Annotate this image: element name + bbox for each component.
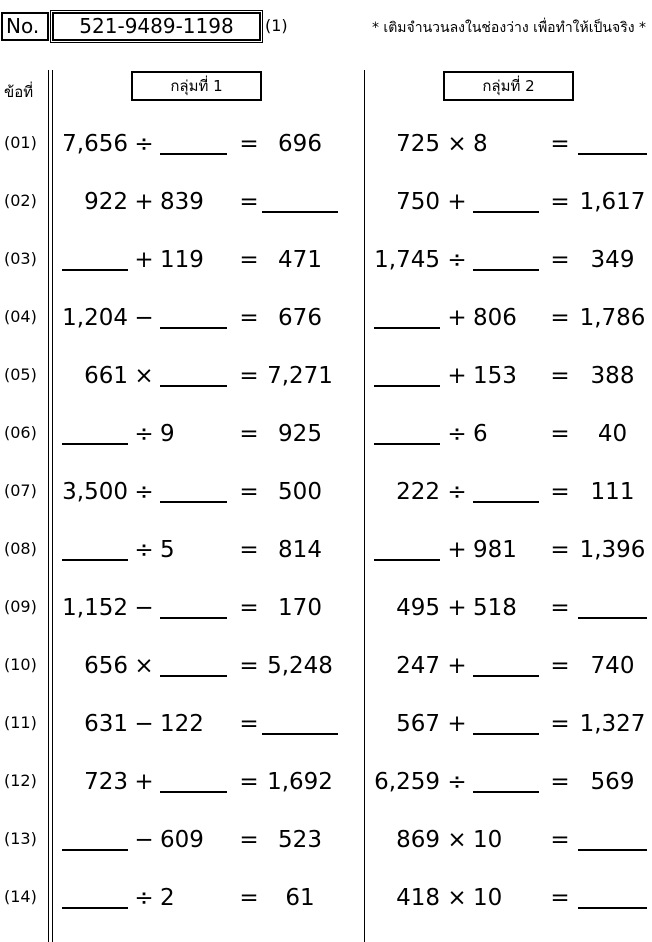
result: 471: [278, 247, 322, 273]
operator: ÷: [134, 479, 154, 505]
equals-sign: =: [239, 769, 259, 795]
equals-sign: =: [550, 131, 570, 157]
operand-1: 661: [84, 363, 128, 389]
equals-sign: =: [239, 711, 259, 737]
operand-1: 495: [396, 595, 440, 621]
answer-blank[interactable]: [160, 327, 227, 329]
equals-sign: =: [239, 885, 259, 911]
operand-2: 10: [473, 885, 503, 911]
operator: −: [134, 711, 154, 737]
answer-blank[interactable]: [473, 675, 539, 677]
answer-blank[interactable]: [160, 617, 227, 619]
result: 1,327: [579, 711, 646, 737]
result: 1,786: [579, 305, 646, 331]
result: 7,271: [267, 363, 333, 389]
problem-row: [0, 647, 652, 687]
operator: +: [134, 769, 154, 795]
equals-sign: =: [550, 247, 570, 273]
equals-sign: =: [239, 189, 259, 215]
equals-sign: =: [550, 711, 570, 737]
problem-row: [0, 589, 652, 629]
answer-blank[interactable]: [578, 617, 647, 619]
item-number: (01): [4, 133, 37, 152]
operator: −: [134, 305, 154, 331]
group-2-title: กลุ่มที่ 2: [443, 71, 574, 101]
equals-sign: =: [239, 595, 259, 621]
operand-2: 5: [160, 537, 175, 563]
equals-sign: =: [550, 189, 570, 215]
result: 500: [278, 479, 322, 505]
operand-2: 609: [160, 827, 204, 853]
operator: +: [447, 305, 467, 331]
operator: ×: [134, 363, 154, 389]
answer-blank[interactable]: [374, 559, 440, 561]
operand-1: 247: [396, 653, 440, 679]
operator: ÷: [134, 537, 154, 563]
operand-1: 1,152: [62, 595, 128, 621]
operand-1: 750: [396, 189, 440, 215]
answer-blank[interactable]: [160, 153, 227, 155]
operand-1: 869: [396, 827, 440, 853]
operator: ÷: [447, 421, 467, 447]
worksheet-id: 521-9489-1198: [52, 12, 261, 41]
result: 1,617: [579, 189, 646, 215]
result: 814: [278, 537, 322, 563]
operand-2: 119: [160, 247, 204, 273]
equals-sign: =: [239, 653, 259, 679]
item-number: (09): [4, 597, 37, 616]
operand-2: 806: [473, 305, 517, 331]
operator: ×: [447, 131, 467, 157]
equals-sign: =: [550, 421, 570, 447]
answer-blank[interactable]: [374, 327, 440, 329]
answer-blank[interactable]: [160, 501, 227, 503]
operator: ÷: [447, 247, 467, 273]
item-number: (03): [4, 249, 37, 268]
column-label-item-number: ข้อที่: [4, 83, 34, 101]
problem-row: [0, 763, 652, 803]
equals-sign: =: [239, 247, 259, 273]
operand-2: 2: [160, 885, 175, 911]
operand-2: 839: [160, 189, 204, 215]
equals-sign: =: [239, 305, 259, 331]
answer-blank[interactable]: [62, 443, 128, 445]
operand-2: 122: [160, 711, 204, 737]
answer-blank[interactable]: [473, 501, 539, 503]
answer-blank[interactable]: [374, 443, 440, 445]
operand-2: 9: [160, 421, 175, 447]
problem-row: [0, 125, 652, 165]
result: 5,248: [267, 653, 333, 679]
equals-sign: =: [239, 479, 259, 505]
item-number: (11): [4, 713, 37, 732]
answer-blank[interactable]: [160, 675, 227, 677]
operand-2: 6: [473, 421, 488, 447]
operand-1: 725: [396, 131, 440, 157]
result: 1,396: [579, 537, 646, 563]
operator: ÷: [134, 131, 154, 157]
operator: −: [134, 827, 154, 853]
problem-row: [0, 183, 652, 223]
operand-2: 981: [473, 537, 517, 563]
result: 523: [278, 827, 322, 853]
operator: −: [134, 595, 154, 621]
item-number: (07): [4, 481, 37, 500]
answer-blank[interactable]: [473, 211, 539, 213]
item-number: (08): [4, 539, 37, 558]
operand-1: 631: [84, 711, 128, 737]
result: 696: [278, 131, 322, 157]
answer-blank[interactable]: [62, 559, 128, 561]
result: 388: [590, 363, 635, 389]
operand-1: 1,745: [374, 247, 440, 273]
equals-sign: =: [550, 595, 570, 621]
operand-2: 8: [473, 131, 488, 157]
result: 40: [597, 421, 628, 447]
answer-blank[interactable]: [473, 733, 539, 735]
operator: +: [447, 363, 467, 389]
equals-sign: =: [239, 421, 259, 447]
item-number: (06): [4, 423, 37, 442]
operand-1: 418: [396, 885, 440, 911]
operator: +: [447, 537, 467, 563]
problem-row: [0, 821, 652, 861]
operator: ×: [447, 827, 467, 853]
answer-blank[interactable]: [578, 153, 647, 155]
equals-sign: =: [550, 827, 570, 853]
no-label: No.: [1, 12, 49, 41]
result: 349: [590, 247, 635, 273]
answer-blank[interactable]: [374, 385, 440, 387]
answer-blank[interactable]: [262, 211, 338, 213]
equals-sign: =: [239, 363, 259, 389]
answer-blank[interactable]: [473, 791, 539, 793]
operand-1: 656: [84, 653, 128, 679]
item-number: (05): [4, 365, 37, 384]
operand-1: 1,204: [62, 305, 128, 331]
operator: +: [134, 247, 154, 273]
answer-blank[interactable]: [578, 907, 647, 909]
equals-sign: =: [550, 305, 570, 331]
problem-row: [0, 241, 652, 281]
answer-blank[interactable]: [62, 269, 128, 271]
result: 569: [590, 769, 635, 795]
problem-row: [0, 473, 652, 513]
item-number: (04): [4, 307, 37, 326]
result: 61: [285, 885, 315, 911]
operator: +: [447, 711, 467, 737]
operator: ÷: [447, 479, 467, 505]
equals-sign: =: [239, 131, 259, 157]
problem-row: [0, 357, 652, 397]
page-number: (1): [265, 16, 288, 35]
problem-row: [0, 705, 652, 745]
answer-blank[interactable]: [473, 269, 539, 271]
result: 1,692: [267, 769, 333, 795]
answer-blank[interactable]: [160, 385, 227, 387]
result: 170: [278, 595, 322, 621]
equals-sign: =: [550, 479, 570, 505]
answer-blank[interactable]: [62, 907, 128, 909]
operator: +: [134, 189, 154, 215]
problem-row: [0, 299, 652, 339]
equals-sign: =: [239, 827, 259, 853]
answer-blank[interactable]: [160, 791, 227, 793]
item-number: (10): [4, 655, 37, 674]
equals-sign: =: [550, 653, 570, 679]
item-number: (13): [4, 829, 37, 848]
equals-sign: =: [550, 363, 570, 389]
operator: +: [447, 595, 467, 621]
problem-row: [0, 879, 652, 919]
operand-2: 153: [473, 363, 517, 389]
instruction-text: * เติมจำนวนลงในช่องว่าง เพื่อทำให้เป็นจริง *: [371, 20, 646, 36]
answer-blank[interactable]: [578, 849, 647, 851]
result: 740: [590, 653, 635, 679]
equals-sign: =: [550, 885, 570, 911]
item-number: (14): [4, 887, 37, 906]
operand-1: 723: [84, 769, 128, 795]
operand-1: 3,500: [62, 479, 128, 505]
operator: ÷: [134, 421, 154, 447]
problem-row: [0, 531, 652, 571]
operator: ÷: [447, 769, 467, 795]
answer-blank[interactable]: [262, 733, 338, 735]
equals-sign: =: [550, 537, 570, 563]
result: 925: [278, 421, 322, 447]
operand-1: 567: [396, 711, 440, 737]
operator: ÷: [134, 885, 154, 911]
operand-1: 922: [84, 189, 128, 215]
operand-2: 518: [473, 595, 517, 621]
operand-1: 222: [396, 479, 440, 505]
item-number: (02): [4, 191, 37, 210]
operator: +: [447, 653, 467, 679]
result: 676: [278, 305, 322, 331]
problem-row: [0, 415, 652, 455]
equals-sign: =: [239, 537, 259, 563]
group-1-title: กลุ่มที่ 1: [131, 71, 262, 101]
operator: ×: [134, 653, 154, 679]
result: 111: [590, 479, 635, 505]
operator: ×: [447, 885, 467, 911]
answer-blank[interactable]: [62, 849, 128, 851]
operand-1: 7,656: [62, 131, 128, 157]
operand-1: 6,259: [374, 769, 440, 795]
item-number: (12): [4, 771, 37, 790]
operator: +: [447, 189, 467, 215]
operand-2: 10: [473, 827, 503, 853]
equals-sign: =: [550, 769, 570, 795]
